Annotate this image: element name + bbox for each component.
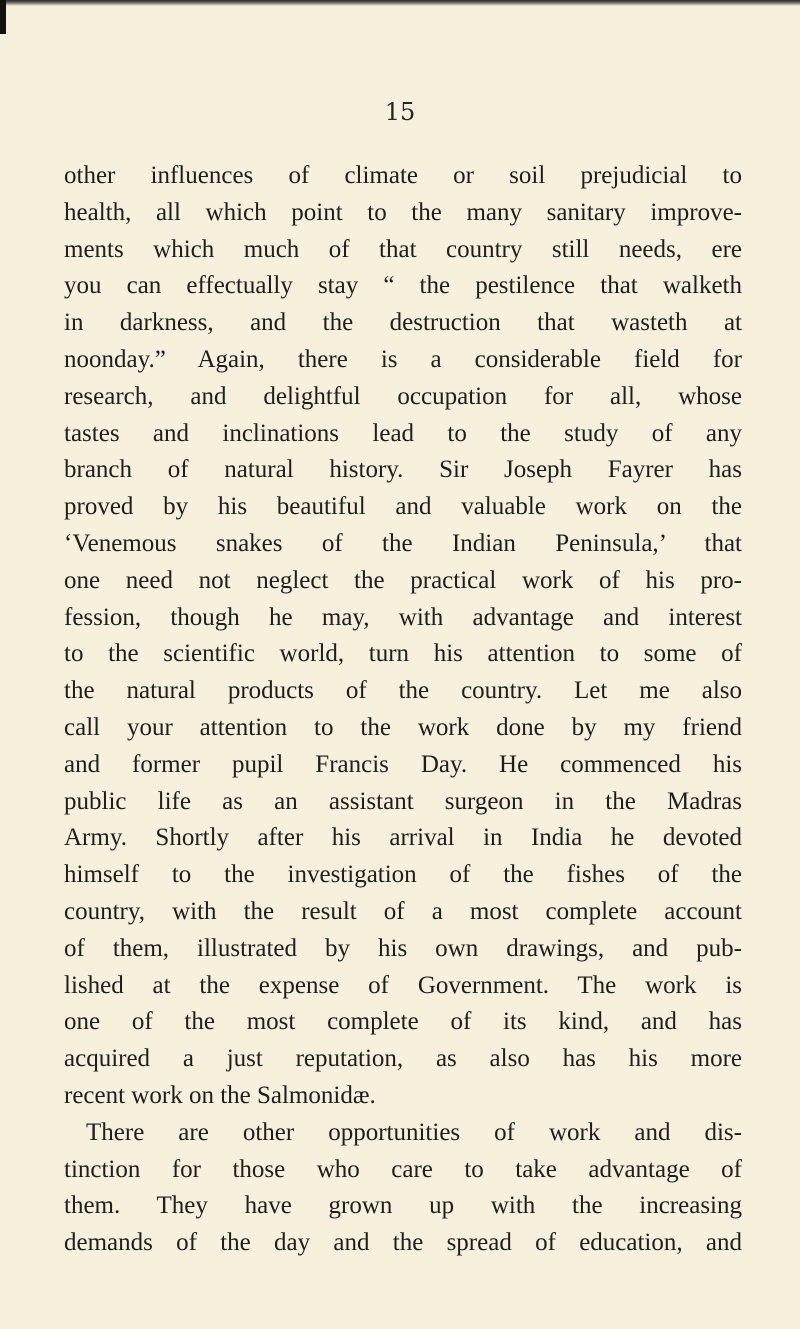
text-line: them. They have grown up with the increasing <box>64 1192 742 1220</box>
text-line: country, with the result of a most complete account <box>64 897 742 925</box>
text-line: health, all which point to the many sanitary improve- <box>64 198 742 226</box>
page-number: 15 <box>384 98 416 126</box>
body-text <box>64 158 742 1262</box>
text-line: himself to the investigation of the fishes of the <box>64 861 742 889</box>
text-line: research, and delightful occupation for all, whose <box>64 382 742 410</box>
text-line: the natural products of the country. Let me also <box>64 677 742 705</box>
text-line: one need not neglect the practical work of his pro- <box>64 566 742 594</box>
text-line: one of the most complete of its kind, and has <box>64 1008 742 1036</box>
text-line: in darkness, and the destruction that wasteth at <box>64 309 742 337</box>
text-line: proved by his beautiful and valuable work on the <box>64 493 742 521</box>
text-line: public life as an assistant surgeon in the Madras <box>64 787 742 815</box>
paragraph-start-line: There are other opportunities of work and dis- <box>86 1118 742 1146</box>
text-line: and former pupil Francis Day. He commenced his <box>64 750 742 778</box>
text-line: to the scientific world, turn his attention to some of <box>64 640 742 668</box>
text-line: call your attention to the work done by my friend <box>64 713 742 741</box>
text-line: tinction for those who care to take advantage of <box>64 1155 742 1183</box>
text-line: tastes and inclinations lead to the study of any <box>64 419 742 447</box>
text-line: you can effectually stay “ the pestilence that walketh <box>64 272 742 300</box>
text-line: Army. Shortly after his arrival in India he devoted <box>64 824 742 852</box>
paragraph-end-line: recent work on the Salmonidæ. <box>64 1081 376 1109</box>
text-line: lished at the expense of Government. The work is <box>64 971 742 999</box>
top-edge-rule <box>0 0 800 6</box>
text-line: of them, illustrated by his own drawings, and pub- <box>64 934 742 962</box>
text-line: fession, though he may, with advantage and interest <box>64 603 742 631</box>
text-line: noonday.” Again, there is a considerable field for <box>64 345 742 373</box>
text-line: branch of natural history. Sir Joseph Fayrer has <box>64 456 742 484</box>
text-line: acquired a just reputation, as also has his more <box>64 1045 742 1073</box>
text-line: demands of the day and the spread of education, and <box>64 1229 742 1257</box>
text-line: other influences of climate or soil prejudicial to <box>64 162 742 189</box>
left-edge-mark <box>0 0 6 34</box>
text-line: ‘Venemous snakes of the Indian Peninsula,’ that <box>64 529 742 557</box>
text-line: ments which much of that country still needs, ere <box>64 235 742 263</box>
